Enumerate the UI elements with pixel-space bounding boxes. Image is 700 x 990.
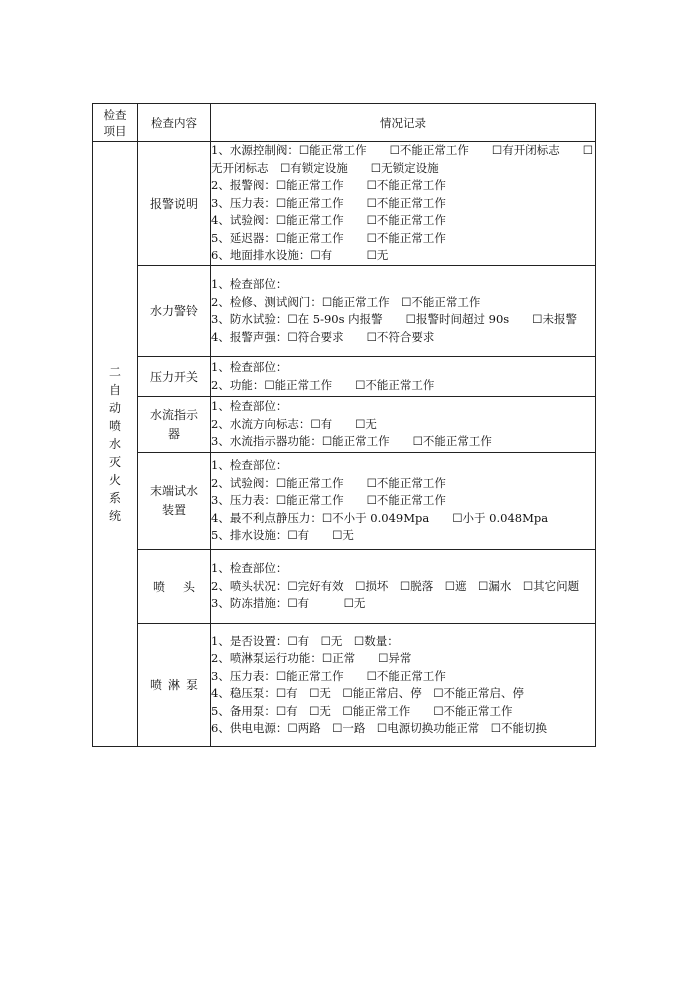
record-line: 3、防冻措施：☐有 ☐无 <box>211 596 366 611</box>
section-label: 二自动喷水灭火系统 <box>93 142 138 747</box>
row-end-test-device <box>93 453 596 550</box>
record-line: 6、地面排水设施：☐有 ☐无 <box>211 248 389 263</box>
record-line: 4、试验阀：☐能正常工作 ☐不能正常工作 <box>211 213 446 228</box>
row-sprinkler-head <box>93 550 596 624</box>
row-flow-indicator <box>93 397 596 453</box>
record-line: 3、压力表：☐能正常工作 ☐不能正常工作 <box>211 493 446 508</box>
record-line: 2、水流方向标志：☐有 ☐无 <box>211 416 377 431</box>
record-line: 4、稳压泵：☐有 ☐无 ☐能正常启、停 ☐不能正常启、停 <box>211 686 525 700</box>
record-cell <box>211 142 596 266</box>
header-check-content: 检查内容 <box>138 104 211 142</box>
category-label: 水力警铃 <box>138 266 211 357</box>
record-line: 1、是否设置：☐有 ☐无 ☐数量： <box>211 633 399 648</box>
record-line: 4、报警声强：☐符合要求 ☐不符合要求 <box>211 329 435 344</box>
category-label: 喷淋泵 <box>138 624 211 747</box>
record-line: 4、最不利点静压力：☐不小于 0.049Mpa ☐小于 0.048Mpa <box>211 510 549 525</box>
row-pressure-switch <box>93 357 596 397</box>
category-label: 报警说明 <box>138 142 211 266</box>
category-label: 喷头 <box>138 550 211 624</box>
record-cell <box>211 624 596 747</box>
record-line: 2、检修、测试阀门：☐能正常工作 ☐不能正常工作 <box>211 294 481 309</box>
category-label: 压力开关 <box>138 357 211 397</box>
row-sprinkler-pump <box>93 624 596 747</box>
record-line: 1、检查部位： <box>211 277 288 291</box>
inspection-table <box>92 103 596 747</box>
record-cell <box>211 453 596 550</box>
record-line: 1、检查部位： <box>211 360 288 374</box>
record-line: 2、功能：☐能正常工作 ☐不能正常工作 <box>211 377 435 392</box>
record-cell <box>211 357 596 397</box>
record-line: 5、延迟器：☐能正常工作 ☐不能正常工作 <box>211 230 446 245</box>
row-water-gong <box>93 266 596 357</box>
record-line: 1、检查部位： <box>211 561 288 576</box>
category-label: 水流指示器 <box>138 397 211 453</box>
record-cell <box>211 266 596 357</box>
header-row <box>93 104 596 142</box>
record-line: 5、备用泵：☐有 ☐无 ☐能正常工作 ☐不能正常工作 <box>211 703 513 718</box>
record-line: 5、排水设施：☐有 ☐无 <box>211 528 354 543</box>
record-line: 2、报警阀：☐能正常工作 ☐不能正常工作 <box>211 178 446 193</box>
record-line: 3、压力表：☐能正常工作 ☐不能正常工作 <box>211 668 446 683</box>
record-line: 2、试验阀：☐能正常工作 ☐不能正常工作 <box>211 475 446 490</box>
record-cell <box>211 397 596 453</box>
record-line: 2、喷淋泵运行功能：☐正常 ☐异常 <box>211 651 412 665</box>
record-line: 3、防水试验：☐在 5-90s 内报警 ☐报警时间超过 90s ☐未报警 <box>211 312 577 326</box>
header-record: 情况记录 <box>211 104 596 142</box>
record-line: 1、水源控制阀：☐能正常工作 ☐不能正常工作 ☐有开闭标志 ☐无开闭标志 ☐有锁定设施 ☐无锁定设施 <box>211 143 594 175</box>
record-line: 1、检查部位： <box>211 399 288 414</box>
header-check-item: 检查项目 <box>93 104 138 142</box>
category-label: 末端试水装置 <box>138 453 211 550</box>
record-line: 3、压力表：☐能正常工作 ☐不能正常工作 <box>211 195 446 210</box>
record-cell <box>211 550 596 624</box>
record-line: 3、水流指示器功能：☐能正常工作 ☐不能正常工作 <box>211 434 492 449</box>
record-line: 6、供电电源：☐两路 ☐一路 ☐电源切换功能正常 ☐不能切换 <box>211 721 548 735</box>
row-alarm-valve <box>93 142 596 266</box>
record-line: 2、喷头状况：☐完好有效 ☐损坏 ☐脱落 ☐遮 ☐漏水 ☐其它问题 <box>211 578 580 593</box>
record-line: 1、检查部位： <box>211 458 288 473</box>
